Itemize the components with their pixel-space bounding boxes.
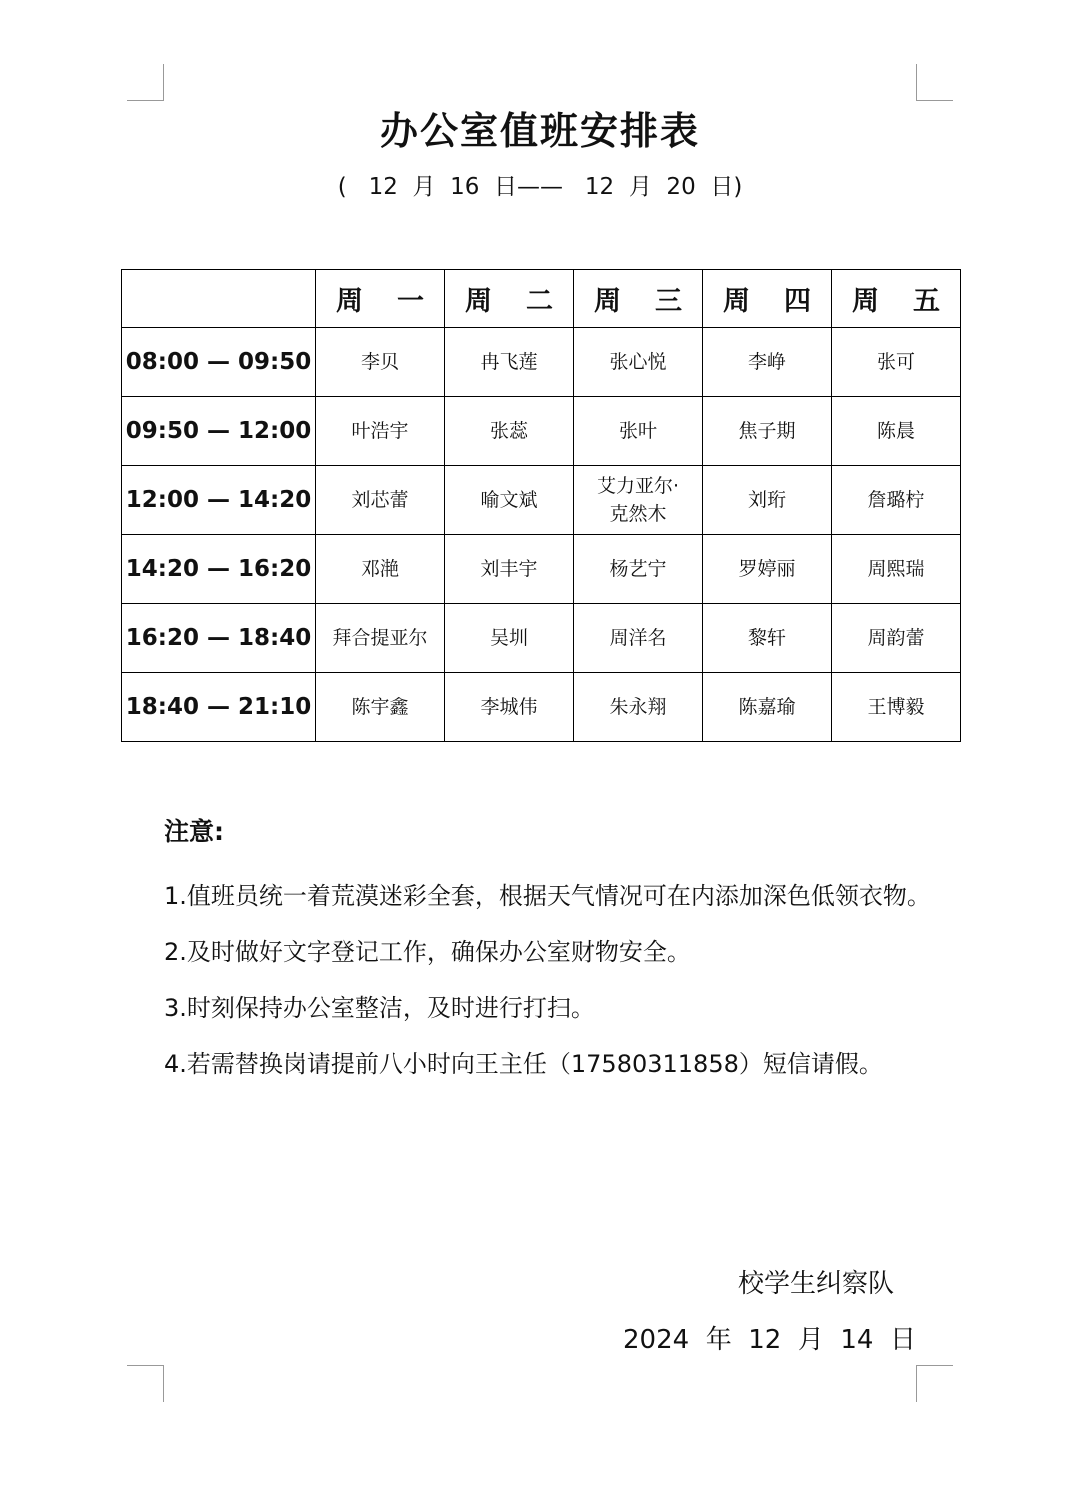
duty-name: 杨艺宁 [574,535,703,604]
duty-name: 刘珩 [703,466,832,535]
issue-date: 2024 年 12 月 14 日 [623,1325,916,1355]
duty-name: 焦子期 [703,397,832,466]
header-wednesday: 周 三 [574,270,703,328]
issuer-signature: 校学生纠察队 [737,1269,894,1299]
duty-name: 周熙瑞 [832,535,961,604]
duty-name: 李城伟 [445,673,574,742]
duty-name: 拜合提亚尔 [316,604,445,673]
duty-name: 陈宇鑫 [316,673,445,742]
note-item: 4.若需替换岗请提前八小时向王主任（17580311858）短信请假。 [164,1050,883,1078]
crop-mark-top-right [916,64,953,101]
time-slot: 16:20 — 18:40 [122,604,316,673]
duty-name: 詹璐柠 [832,466,961,535]
duty-name: 张心悦 [574,328,703,397]
crop-mark-bottom-left [127,1365,164,1402]
duty-name: 叶浩宇 [316,397,445,466]
table-row [122,466,961,535]
duty-name: 喻文斌 [445,466,574,535]
duty-name: 刘丰宇 [445,535,574,604]
table-header-row [122,270,961,328]
duty-name: 张可 [832,328,961,397]
document-title: 办公室值班安排表 [379,109,700,153]
notes-section [164,812,964,1092]
corner-cell [122,270,316,328]
duty-name: 李贝 [316,328,445,397]
header-tuesday: 周 二 [445,270,574,328]
table-row [122,397,961,466]
time-slot: 18:40 — 21:10 [122,673,316,742]
duty-name: 张叶 [574,397,703,466]
duty-name: 周韵蕾 [832,604,961,673]
duty-name: 黎轩 [703,604,832,673]
notes-title: 注意: [164,817,224,846]
duty-name: 罗婷丽 [703,535,832,604]
time-slot: 09:50 — 12:00 [122,397,316,466]
table-row [122,328,961,397]
time-slot: 14:20 — 16:20 [122,535,316,604]
duty-name: 李峥 [703,328,832,397]
table-row [122,673,961,742]
duty-name: 艾力亚尔·克然木 [574,466,703,535]
note-item: 3.时刻保持办公室整洁，及时进行打扫。 [164,994,595,1022]
header-friday: 周 五 [832,270,961,328]
time-slot: 08:00 — 09:50 [122,328,316,397]
crop-mark-bottom-right [916,1365,953,1402]
duty-name: 陈嘉瑜 [703,673,832,742]
duty-name: 冉飞莲 [445,328,574,397]
table-row [122,604,961,673]
duty-name: 刘芯蕾 [316,466,445,535]
header-thursday: 周 四 [703,270,832,328]
duty-name: 吴圳 [445,604,574,673]
duty-name: 朱永翔 [574,673,703,742]
time-slot: 12:00 — 14:20 [122,466,316,535]
date-range: ( 12 月 16 日—— 12 月 20 日) [337,174,743,200]
note-item: 1.值班员统一着荒漠迷彩全套，根据天气情况可在内添加深色低领衣物。 [164,882,931,910]
duty-name: 邓滟 [316,535,445,604]
duty-name: 王博毅 [832,673,961,742]
duty-name: 陈晨 [832,397,961,466]
header-monday: 周 一 [316,270,445,328]
duty-name: 周洋名 [574,604,703,673]
crop-mark-top-left [127,64,164,101]
duty-name: 张蕊 [445,397,574,466]
table-row [122,535,961,604]
duty-schedule-table [121,269,961,742]
note-item: 2.及时做好文字登记工作，确保办公室财物安全。 [164,938,691,966]
